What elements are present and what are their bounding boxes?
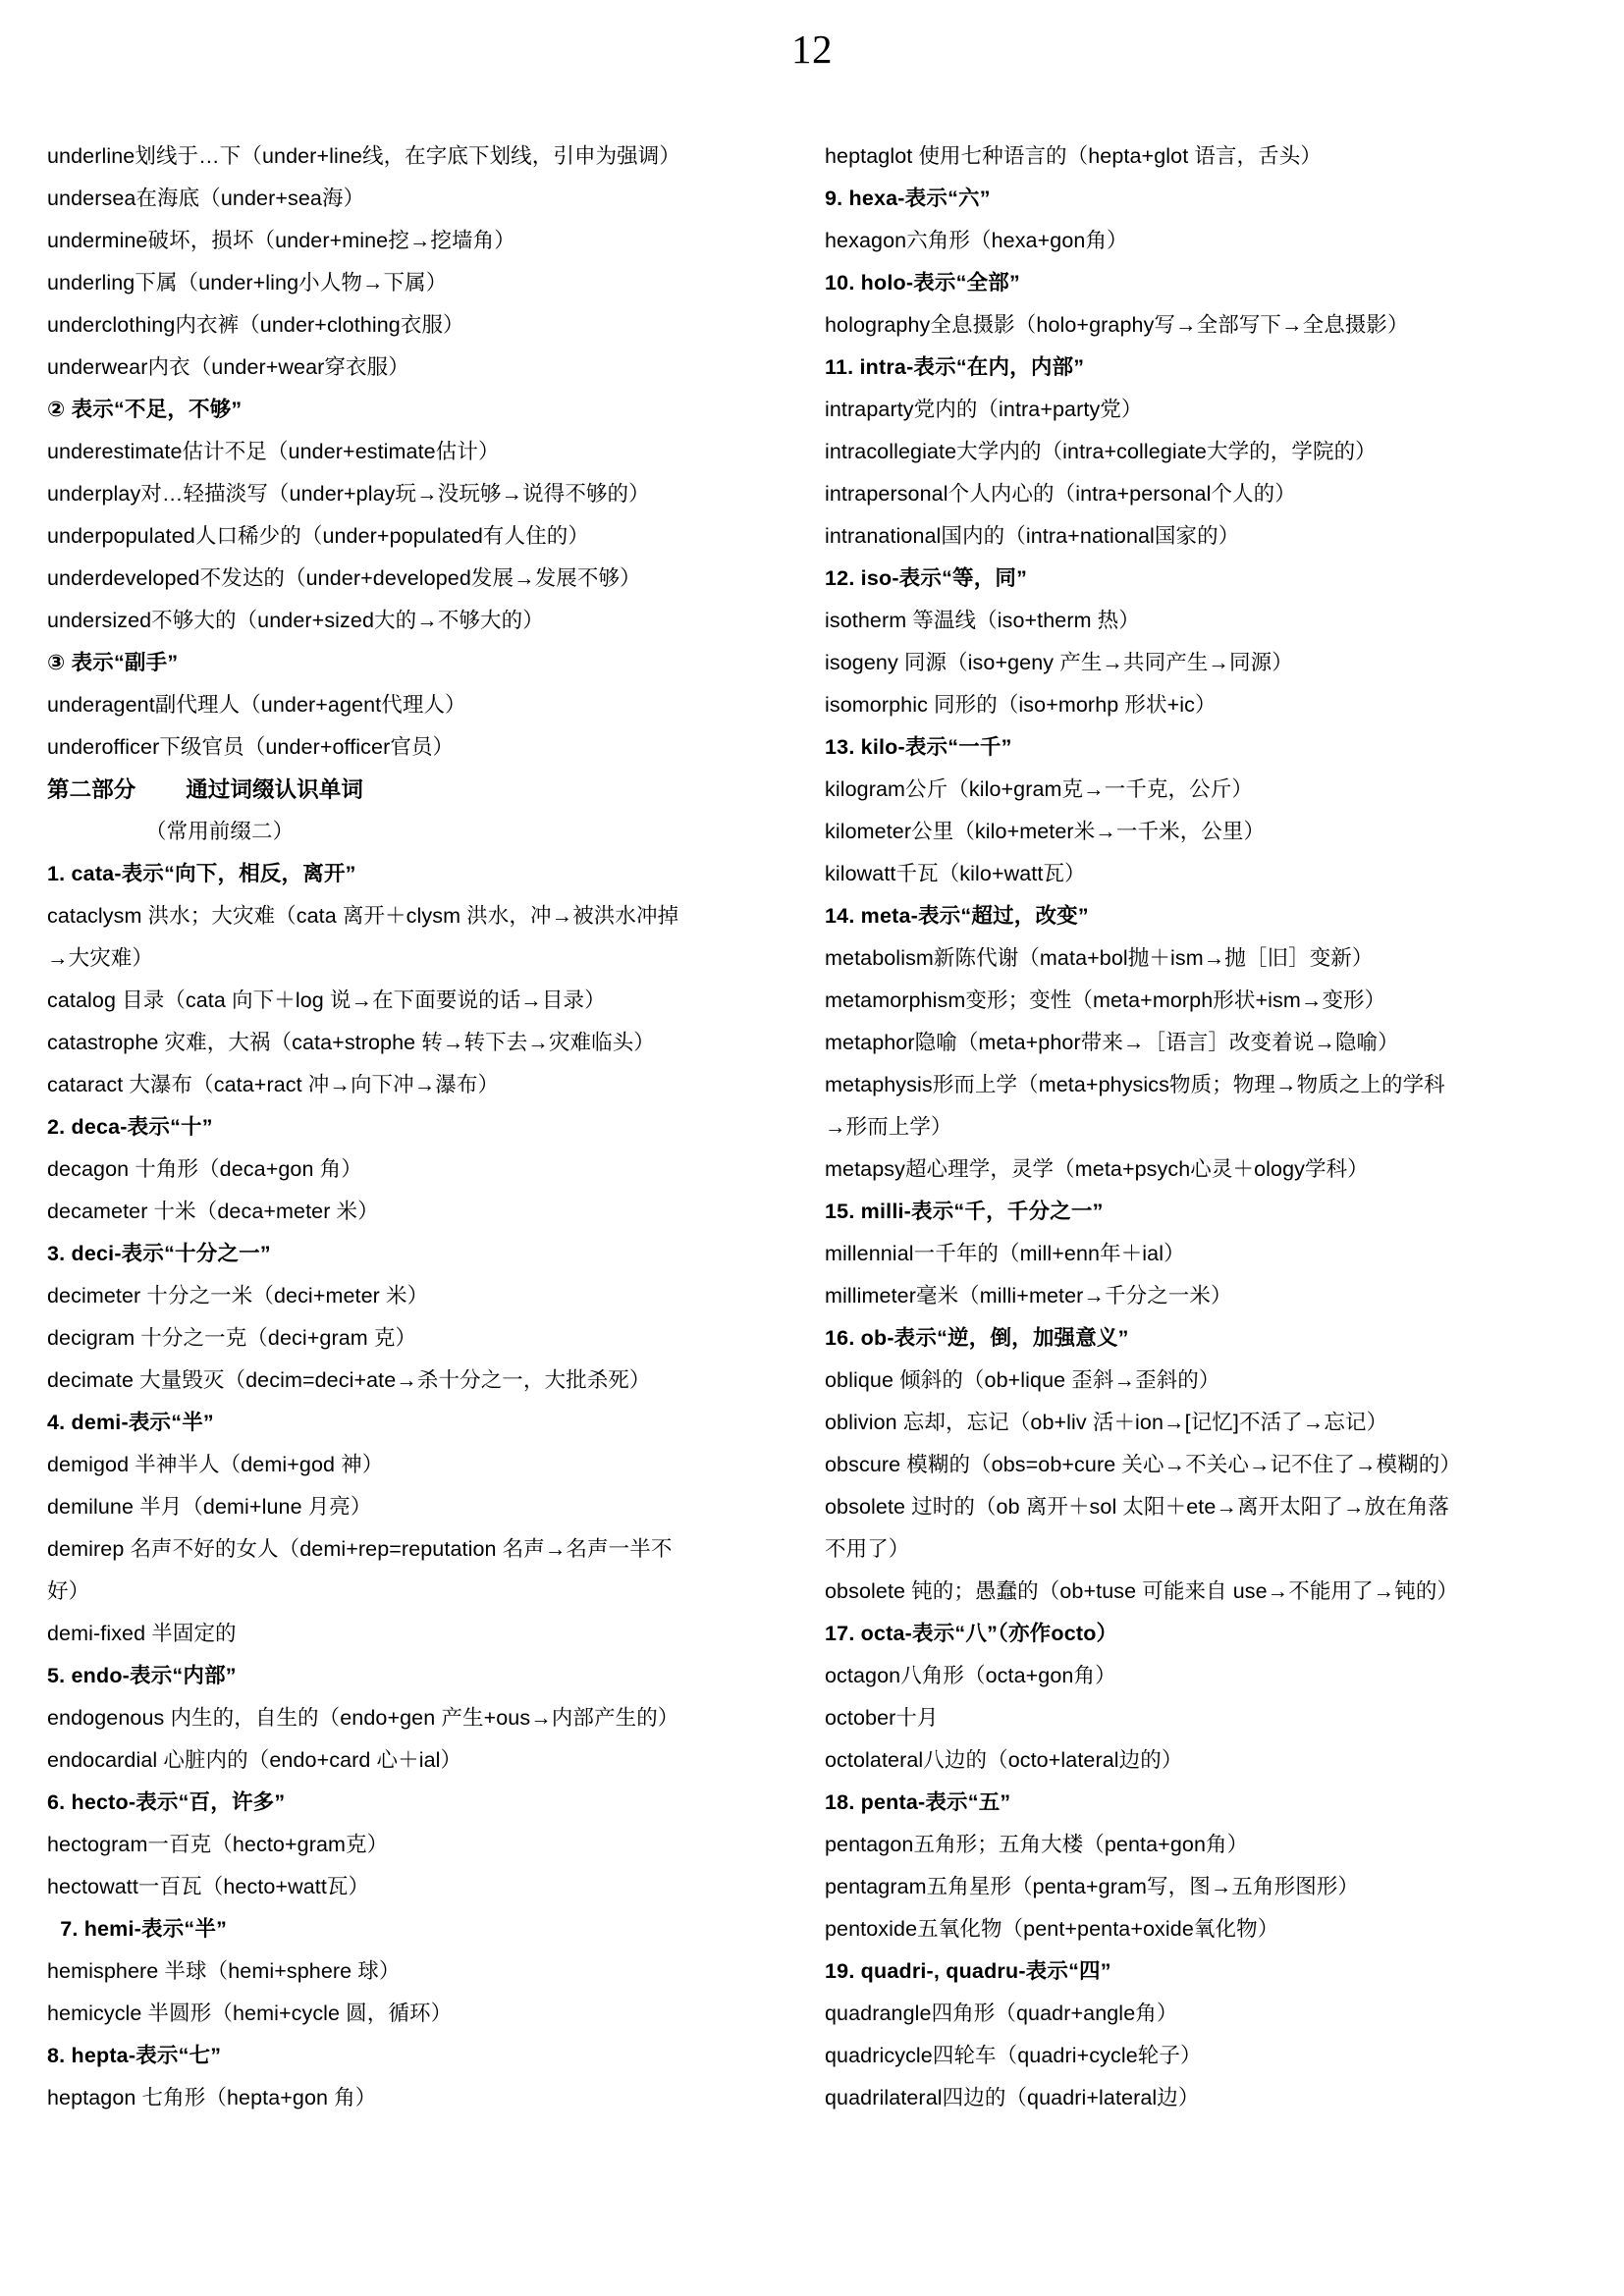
prefix-heading: 6. hecto-表示“百，许多”	[47, 1790, 286, 1814]
vocabulary-entry: hexagon六角形（hexa+gon角）	[825, 229, 1128, 252]
vocabulary-entry: isotherm 等温线（iso+therm 热）	[825, 609, 1140, 632]
vocabulary-entry: quadricycle四轮车（quadri+cycle轮子）	[825, 2044, 1202, 2067]
vocabulary-entry: hemicycle 半圆形（hemi+cycle 圆，循环）	[47, 2002, 453, 2025]
prefix-heading: 9. hexa-表示“六”	[825, 187, 991, 210]
prefix-heading: 13. kilo-表示“一千”	[825, 735, 1012, 759]
vocabulary-entry: endogenous 内生的，自生的（endo+gen 产生+ous→内部产生的）	[47, 1706, 679, 1730]
vocabulary-entry: kilowatt千瓦（kilo+watt瓦）	[825, 862, 1086, 885]
page-number: 12	[791, 27, 833, 72]
vocabulary-entry: underdeveloped不发达的（under+developed发展→发展不够）	[47, 566, 641, 590]
vocabulary-entry: underplay对…轻描淡写（under+play玩→没玩够→说得不够的）	[47, 482, 650, 506]
vocabulary-entry: hemisphere 半球（hemi+sphere 球）	[47, 1959, 401, 1983]
entry-continuation: 好）	[47, 1579, 90, 1603]
vocabulary-entry: intranational国内的（intra+national国家的）	[825, 524, 1240, 548]
prefix-heading: ③ 表示“副手”	[47, 651, 179, 674]
vocabulary-entry: millimeter毫米（milli+meter→千分之一米）	[825, 1284, 1232, 1308]
prefix-heading: 19. quadri-, quadru-表示“四”	[825, 1959, 1111, 1983]
vocabulary-entry: underofficer下级官员（under+officer官员）	[47, 735, 455, 759]
entry-continuation: 不用了）	[825, 1537, 910, 1561]
vocabulary-entry: pentagon五角形；五角大楼（penta+gon角）	[825, 1833, 1249, 1856]
vocabulary-entry: underling下属（under+ling小人物→下属）	[47, 271, 448, 294]
entry-continuation: →大灾难）	[47, 946, 154, 970]
vocabulary-entry: millennial一千年的（mill+enn年＋ial）	[825, 1242, 1185, 1265]
vocabulary-entry: intraparty党内的（intra+party党）	[825, 398, 1143, 421]
vocabulary-entry: underline划线于…下（under+line线，在字底下划线，引申为强调）	[47, 144, 680, 168]
vocabulary-entry: obscure 模糊的（obs=ob+cure 关心→不关心→记不住了→模糊的）	[825, 1453, 1461, 1476]
vocabulary-entry: intracollegiate大学内的（intra+collegiate大学的，学院的）	[825, 440, 1377, 463]
vocabulary-entry: demilune 半月（demi+lune 月亮）	[47, 1495, 372, 1519]
vocabulary-entry: underpopulated人口稀少的（under+populated有人住的）	[47, 524, 589, 548]
prefix-heading: 10. holo-表示“全部”	[825, 271, 1020, 294]
vocabulary-entry: heptaglot 使用七种语言的（hepta+glot 语言，舌头）	[825, 144, 1322, 168]
vocabulary-entry: cataract 大瀑布（cata+ract 冲→向下冲→瀑布）	[47, 1073, 500, 1096]
prefix-heading: 15. milli-表示“千，千分之一”	[825, 1200, 1104, 1223]
prefix-heading: 16. ob-表示“逆，倒，加强意义”	[825, 1326, 1129, 1350]
vocabulary-entry: demirep 名声不好的女人（demi+rep=reputation 名声→名声一半不	[47, 1537, 673, 1561]
two-column-body	[47, 135, 1577, 2119]
vocabulary-entry: endocardial 心脏内的（endo+card 心＋ial）	[47, 1748, 462, 1772]
vocabulary-entry: obsolete 过时的（ob 离开＋sol 太阳＋ete→离开太阳了→放在角落	[825, 1495, 1449, 1519]
vocabulary-entry: intrapersonal个人内心的（intra+personal个人的）	[825, 482, 1296, 506]
prefix-heading: 14. meta-表示“超过，改变”	[825, 904, 1089, 928]
vocabulary-entry: kilometer公里（kilo+meter米→一千米，公里）	[825, 820, 1266, 843]
vocabulary-entry: octolateral八边的（octo+lateral边的）	[825, 1748, 1183, 1772]
prefix-heading: 5. endo-表示“内部”	[47, 1664, 237, 1687]
vocabulary-entry: hectowatt一百瓦（hecto+watt瓦）	[47, 1875, 370, 1898]
prefix-heading: 12. iso-表示“等，同”	[825, 566, 1028, 590]
prefix-heading: 11. intra-表示“在内，内部”	[825, 355, 1085, 379]
vocabulary-entry: metaphysis形而上学（meta+physics物质；物理→物质之上的学科	[825, 1073, 1445, 1096]
entry-continuation: →形而上学）	[825, 1115, 952, 1139]
vocabulary-entry: octagon八角形（octa+gon角）	[825, 1664, 1116, 1687]
vocabulary-entry: underestimate估计不足（under+estimate估计）	[47, 440, 500, 463]
vocabulary-entry: decimeter 十分之一米（deci+meter 米）	[47, 1284, 429, 1308]
vocabulary-entry: cataclysm 洪水；大灾难（cata 离开＋clysm 洪水，冲→被洪水冲掉	[47, 904, 679, 928]
vocabulary-entry: undersized不够大的（under+sized大的→不够大的）	[47, 609, 544, 632]
vocabulary-entry: demi-fixed 半固定的	[47, 1622, 237, 1645]
vocabulary-entry: demigod 半神半人（demi+god 神）	[47, 1453, 384, 1476]
vocabulary-entry: underagent副代理人（under+agent代理人）	[47, 693, 466, 717]
vocabulary-entry: october十月	[825, 1706, 939, 1730]
vocabulary-entry: pentoxide五氧化物（pent+penta+oxide氧化物）	[825, 1917, 1279, 1941]
vocabulary-entry: isogeny 同源（iso+geny 产生→共同产生→同源）	[825, 651, 1293, 674]
right-text-column	[825, 135, 1551, 2119]
prefix-heading: 18. penta-表示“五”	[825, 1790, 1011, 1814]
vocabulary-entry: undersea在海底（under+sea海）	[47, 187, 365, 210]
vocabulary-entry: quadrangle四角形（quadr+angle角）	[825, 2002, 1178, 2025]
vocabulary-entry: oblique 倾斜的（ob+lique 歪斜→歪斜的）	[825, 1368, 1220, 1392]
vocabulary-entry: metamorphism变形；变性（meta+morph形状+ism→变形）	[825, 988, 1386, 1012]
vocabulary-entry: hectogram一百克（hecto+gram克）	[47, 1833, 389, 1856]
vocabulary-entry: heptagon 七角形（hepta+gon 角）	[47, 2086, 377, 2109]
prefix-heading: 4. demi-表示“半”	[47, 1411, 214, 1434]
prefix-heading: 1. cata-表示“向下，相反，离开”	[47, 862, 356, 885]
vocabulary-entry: catalog 目录（cata 向下＋log 说→在下面要说的话→目录）	[47, 988, 606, 1012]
vocabulary-entry: oblivion 忘却，忘记（ob+liv 活＋ion→[记忆]不活了→忘记）	[825, 1411, 1388, 1434]
vocabulary-entry: decimate 大量毁灭（decim=deci+ate→杀十分之一，大批杀死）	[47, 1368, 651, 1392]
vocabulary-entry: metabolism新陈代谢（mata+bol抛＋ism→抛［旧］变新）	[825, 946, 1374, 970]
vocabulary-entry: underclothing内衣裤（under+clothing衣服）	[47, 313, 464, 337]
vocabulary-entry: undermine破坏，损坏（under+mine挖→挖墙角）	[47, 229, 515, 252]
vocabulary-entry: metapsy超心理学，灵学（meta+psych心灵＋ology学科）	[825, 1157, 1369, 1181]
vocabulary-entry: underwear内衣（under+wear穿衣服）	[47, 355, 409, 379]
vocabulary-entry: kilogram公斤（kilo+gram克→一千克，公斤）	[825, 777, 1253, 801]
prefix-heading: 17. octa-表示“八”（亦作octo）	[825, 1622, 1118, 1645]
prefix-heading: 3. deci-表示“十分之一”	[47, 1242, 271, 1265]
vocabulary-entry: catastrophe 灾难，大祸（cata+strophe 转→转下去→灾难临头）	[47, 1031, 655, 1054]
vocabulary-entry: isomorphic 同形的（iso+morhp 形状+ic）	[825, 693, 1217, 717]
left-text-column	[47, 135, 774, 2119]
vocabulary-entry: metaphor隐喻（meta+phor带来→［语言］改变着说→隐喻）	[825, 1031, 1399, 1054]
part-title: 第二部分 通过词缀认识单词	[47, 777, 364, 802]
vocabulary-entry: pentagram五角星形（penta+gram写，图→五角形图形）	[825, 1875, 1360, 1898]
vocabulary-entry: obsolete 钝的；愚蠢的（ob+tuse 可能来自 use→不能用了→钝的）	[825, 1579, 1459, 1603]
prefix-heading: ② 表示“不足，不够”	[47, 398, 243, 421]
prefix-heading: 8. hepta-表示“七”	[47, 2044, 222, 2067]
vocabulary-entry: quadrilateral四边的（quadri+lateral边）	[825, 2086, 1200, 2109]
vocabulary-entry: decigram 十分之一克（deci+gram 克）	[47, 1326, 417, 1350]
prefix-heading: 2. deca-表示“十”	[47, 1115, 213, 1139]
vocabulary-entry: holography全息摄影（holo+graphy写→全部写下→全息摄影）	[825, 313, 1409, 337]
prefix-heading: 7. hemi-表示“半”	[54, 1917, 228, 1941]
part-subtitle: （常用前缀二）	[145, 820, 295, 843]
vocabulary-entry: decagon 十角形（deca+gon 角）	[47, 1157, 362, 1181]
vocabulary-entry: decameter 十米（deca+meter 米）	[47, 1200, 379, 1223]
